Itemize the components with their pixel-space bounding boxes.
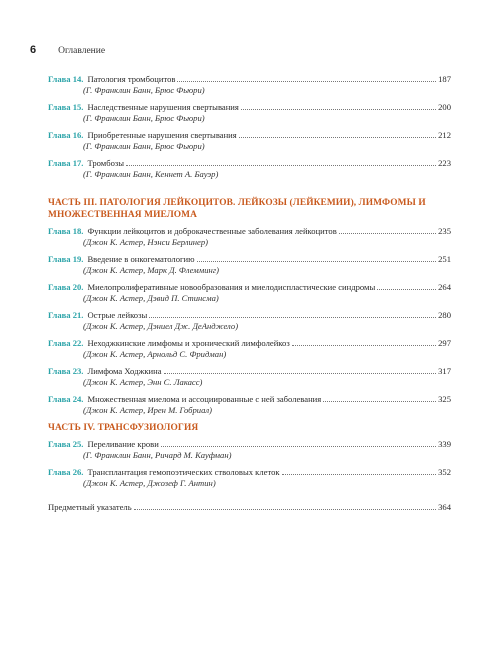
- page-number: 6: [30, 44, 37, 56]
- chapter-authors: (Джон К. Астер, Дэвид П. Стинсма): [83, 293, 219, 303]
- chapter-number: Глава 20.: [48, 282, 84, 292]
- dot-leader: [239, 137, 436, 138]
- toc-entry[interactable]: [48, 338, 451, 360]
- chapter-number: Глава 23.: [48, 366, 84, 376]
- chapter-number: Глава 14.: [48, 74, 84, 84]
- dot-leader: [339, 233, 436, 234]
- chapter-title: Функции лейкоцитов и доброкачественные заболевания лейкоцитов: [87, 226, 337, 236]
- dot-leader: [197, 261, 437, 262]
- chapter-title: Приобретенные нарушения свертывания: [87, 130, 237, 140]
- chapter-title: Наследственные нарушения свертывания: [87, 102, 239, 112]
- chapter-authors: (Г. Франклин Банн, Ричард М. Кауфман): [83, 450, 232, 460]
- toc-entry[interactable]: [48, 282, 451, 304]
- dot-leader: [149, 317, 436, 318]
- toc-entry[interactable]: [48, 394, 451, 416]
- dot-leader: [177, 81, 436, 82]
- toc-entry[interactable]: [48, 226, 451, 248]
- toc-entry[interactable]: [48, 254, 451, 276]
- toc-entry[interactable]: [48, 102, 451, 124]
- page-ref: 352: [438, 467, 451, 477]
- toc-entry[interactable]: [48, 158, 451, 180]
- toc-entry[interactable]: [48, 310, 451, 332]
- chapter-authors: (Джон К. Астер, Джозеф Г. Антин): [83, 478, 216, 488]
- page-ref: 200: [438, 102, 451, 112]
- page-ref: 339: [438, 439, 451, 449]
- chapter-number: Глава 25.: [48, 439, 84, 449]
- subject-index-entry[interactable]: [48, 502, 451, 513]
- toc-entry[interactable]: [48, 74, 451, 96]
- chapter-number: Глава 18.: [48, 226, 84, 236]
- dot-leader: [161, 446, 436, 447]
- toc-entry[interactable]: [48, 467, 451, 489]
- chapter-authors: (Г. Франклин Банн, Брюс Фьюри): [83, 85, 205, 95]
- dot-leader: [241, 109, 436, 110]
- chapter-authors: (Г. Франклин Банн, Брюс Фьюри): [83, 113, 205, 123]
- toc-entry[interactable]: [48, 439, 451, 461]
- dot-leader: [323, 401, 436, 402]
- page-ref: 251: [438, 254, 451, 264]
- chapter-title: Острые лейкозы: [87, 310, 148, 320]
- chapter-number: Глава 24.: [48, 394, 84, 404]
- dot-leader: [377, 289, 436, 290]
- page-header: [30, 44, 105, 56]
- chapter-title: Переливание крови: [87, 439, 159, 449]
- chapter-number: Глава 21.: [48, 310, 84, 320]
- dot-leader: [126, 165, 436, 166]
- toc-group-part-3: [48, 226, 451, 422]
- page-ref: 325: [438, 394, 451, 404]
- chapter-number: Глава 15.: [48, 102, 84, 112]
- chapter-title: Патология тромбоцитов: [87, 74, 176, 84]
- chapter-number: Глава 16.: [48, 130, 84, 140]
- page-ref: 235: [438, 226, 451, 236]
- dot-leader: [282, 474, 437, 475]
- toc-entry[interactable]: [48, 130, 451, 152]
- page-ref: 364: [438, 502, 451, 512]
- running-head: Оглавление: [58, 46, 106, 56]
- chapter-title: Тромбозы: [87, 158, 125, 168]
- page-ref: 264: [438, 282, 451, 292]
- chapter-authors: (Джон К. Астер, Нэнси Берлинер): [83, 237, 209, 247]
- chapter-title: Множественная миелома и ассоциированные с ней заболевания: [87, 394, 322, 404]
- chapter-title: Неходжкинские лимфомы и хронический лимфолейкоз: [87, 338, 290, 348]
- chapter-authors: (Джон К. Астер, Энн С. Лакасс): [83, 377, 203, 387]
- chapter-authors: (Джон К. Астер, Ирен М. Гобриал): [83, 405, 213, 415]
- page-ref: 280: [438, 310, 451, 320]
- chapter-number: Глава 17.: [48, 158, 84, 168]
- toc-entry[interactable]: [48, 366, 451, 388]
- chapter-authors: (Г. Франклин Банн, Брюс Фьюри): [83, 141, 205, 151]
- page-ref: 212: [438, 130, 451, 140]
- chapter-authors: (Г. Франклин Банн, Кеннет А. Бауэр): [83, 169, 219, 179]
- chapter-title: Лимфома Ходжкина: [87, 366, 162, 376]
- page-ref: 187: [438, 74, 451, 84]
- index-title: Предметный указатель: [48, 502, 132, 512]
- chapter-authors: (Джон К. Астер, Дэниел Дж. ДеАнджело): [83, 321, 239, 331]
- dot-leader: [134, 509, 436, 510]
- page-ref: 223: [438, 158, 451, 168]
- page-ref: 317: [438, 366, 451, 376]
- part-title-4[interactable]: ЧАСТЬ IV. ТРАНСФУЗИОЛОГИЯ: [48, 423, 199, 433]
- chapter-authors: (Джон К. Астер, Марк Д. Флемминг): [83, 265, 220, 275]
- toc-group-part-2-end: [48, 74, 451, 186]
- chapter-number: Глава 19.: [48, 254, 84, 264]
- dot-leader: [164, 373, 437, 374]
- page-ref: 297: [438, 338, 451, 348]
- chapter-number: Глава 26.: [48, 467, 84, 477]
- chapter-authors: (Джон К. Астер, Арнольд С. Фридман): [83, 349, 227, 359]
- dot-leader: [292, 345, 436, 346]
- chapter-number: Глава 22.: [48, 338, 84, 348]
- chapter-title: Миелопролиферативные новообразования и миелодиспластические синдромы: [87, 282, 376, 292]
- toc-group-part-4: [48, 439, 451, 495]
- chapter-title: Трансплантация гемопоэтических стволовых клеток: [87, 467, 280, 477]
- chapter-title: Введение в онкогематологию: [87, 254, 195, 264]
- part-title-3[interactable]: ЧАСТЬ III. ПАТОЛОГИЯ ЛЕЙКОЦИТОВ. ЛЕЙКОЗЫ (ЛЕЙКЕМИИ), ЛИМФОМЫ И МНОЖЕСТВЕННАЯ МИЕЛОМА: [48, 198, 426, 220]
